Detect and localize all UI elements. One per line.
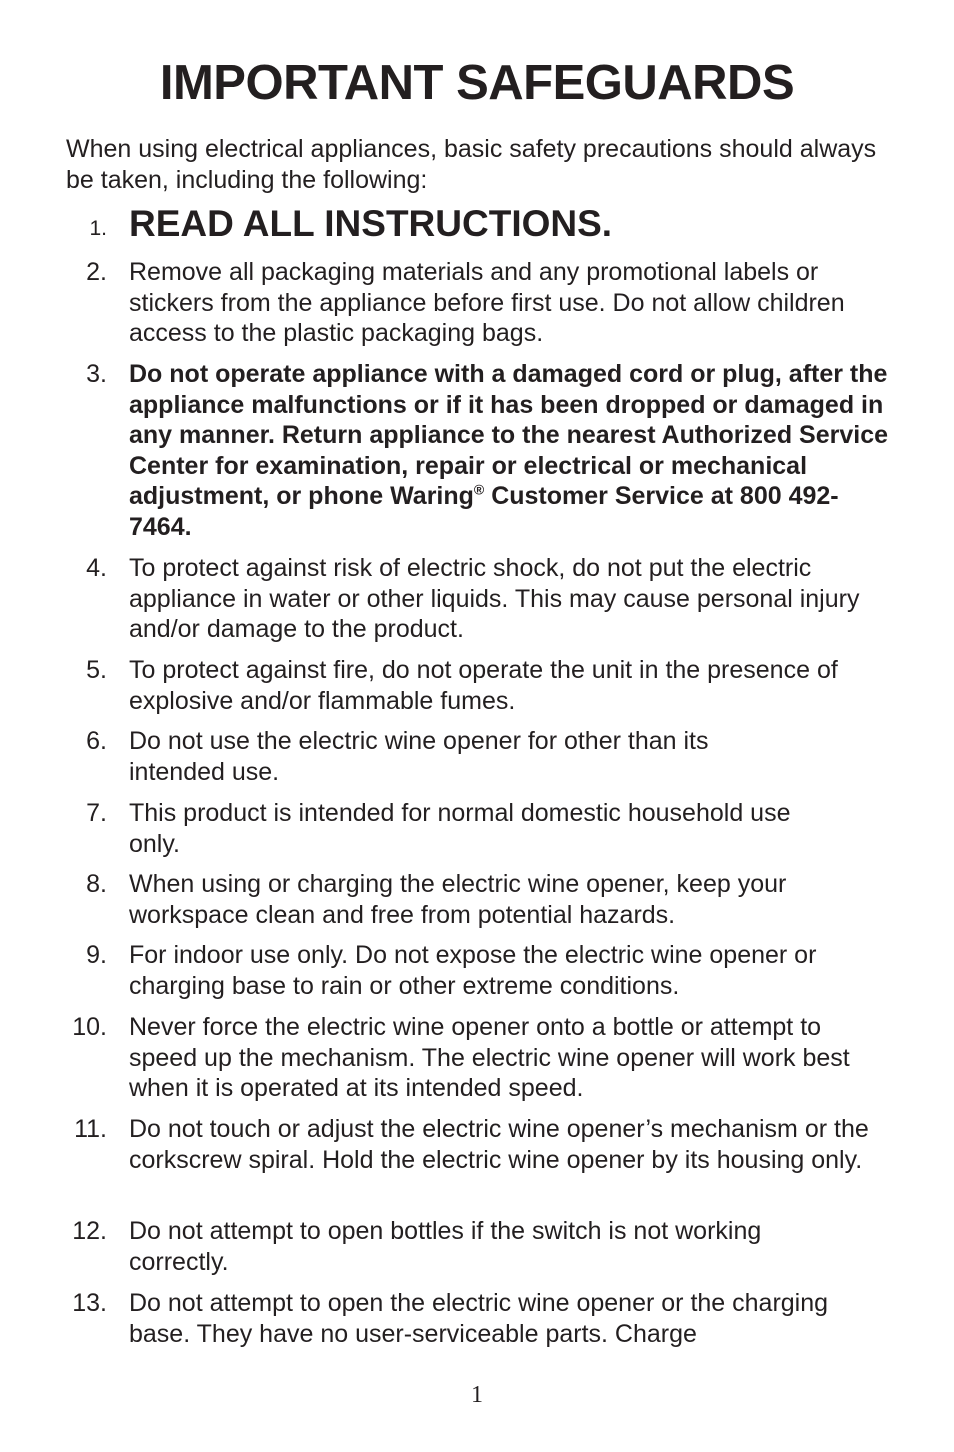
item-number: 5. bbox=[86, 656, 107, 684]
intro-paragraph: When using electrical appliances, basic safety precautions should always be taken, including the following: bbox=[66, 135, 877, 194]
item-number: 3. bbox=[86, 360, 107, 388]
item-text: Do not use the electric wine opener for other than its intended use. bbox=[129, 727, 709, 786]
item-text: This product is intended for normal domestic household use only. bbox=[129, 799, 791, 858]
registered-mark: ® bbox=[473, 481, 485, 498]
item-text bbox=[129, 359, 894, 542]
page-number: 1 bbox=[471, 1382, 483, 1408]
item-text: Never force the electric wine opener onto a bottle or attempt to speed up the mechanism. The electric wine opener will work best when it is operated at its intended speed. bbox=[129, 1013, 850, 1102]
item-number: 1. bbox=[89, 217, 107, 240]
item-text-part: Customer Service at 800 492-7464. bbox=[129, 482, 839, 541]
item-number: 13. bbox=[72, 1289, 107, 1317]
item-text: Remove all packaging materials and any promotional labels or stickers from the appliance before first use. Do not allow children access to the plastic packaging bags. bbox=[129, 258, 845, 347]
item-text-part: Do not operate appliance with a damaged cord or plug, after the appliance malfunctions or if it has been dropped or damaged in any manner. Return appliance to the nearest Authorized Service Center for examination, repair or electrical or mechanical adjustment, or phone Waring bbox=[129, 360, 889, 510]
item-number: 4. bbox=[86, 554, 107, 582]
item-number: 10. bbox=[72, 1013, 107, 1041]
item-text: To protect against fire, do not operate the unit in the presence of explosive and/or flammable fumes. bbox=[129, 656, 838, 715]
item-number: 2. bbox=[86, 258, 107, 286]
item-heading: READ ALL INSTRUCTIONS. bbox=[129, 203, 613, 244]
item-number: 6. bbox=[86, 727, 107, 755]
item-text: For indoor use only. Do not expose the electric wine opener or charging base to rain or other extreme conditions. bbox=[129, 941, 817, 1000]
item-number: 8. bbox=[86, 870, 107, 898]
item-text: Do not attempt to open bottles if the switch is not working correctly. bbox=[129, 1217, 762, 1276]
item-text: Do not attempt to open the electric wine opener or the charging base. They have no user-serviceable parts. Charge bbox=[129, 1289, 829, 1348]
item-text: When using or charging the electric wine opener, keep your workspace clean and free from potential hazards. bbox=[129, 870, 787, 929]
page-title: IMPORTANT SAFEGUARDS bbox=[159, 56, 795, 110]
item-number: 12. bbox=[72, 1217, 107, 1245]
item-text: To protect against risk of electric shock, do not put the electric appliance in water or other liquids. This may cause personal injury and/or damage to the product. bbox=[129, 554, 860, 643]
item-number: 7. bbox=[86, 799, 107, 827]
item-number: 9. bbox=[86, 941, 107, 969]
item-number: 11. bbox=[74, 1115, 107, 1143]
item-text: Do not touch or adjust the electric wine opener’s mechanism or the corkscrew spiral. Hold the electric wine opener by its housing only. bbox=[129, 1115, 869, 1174]
